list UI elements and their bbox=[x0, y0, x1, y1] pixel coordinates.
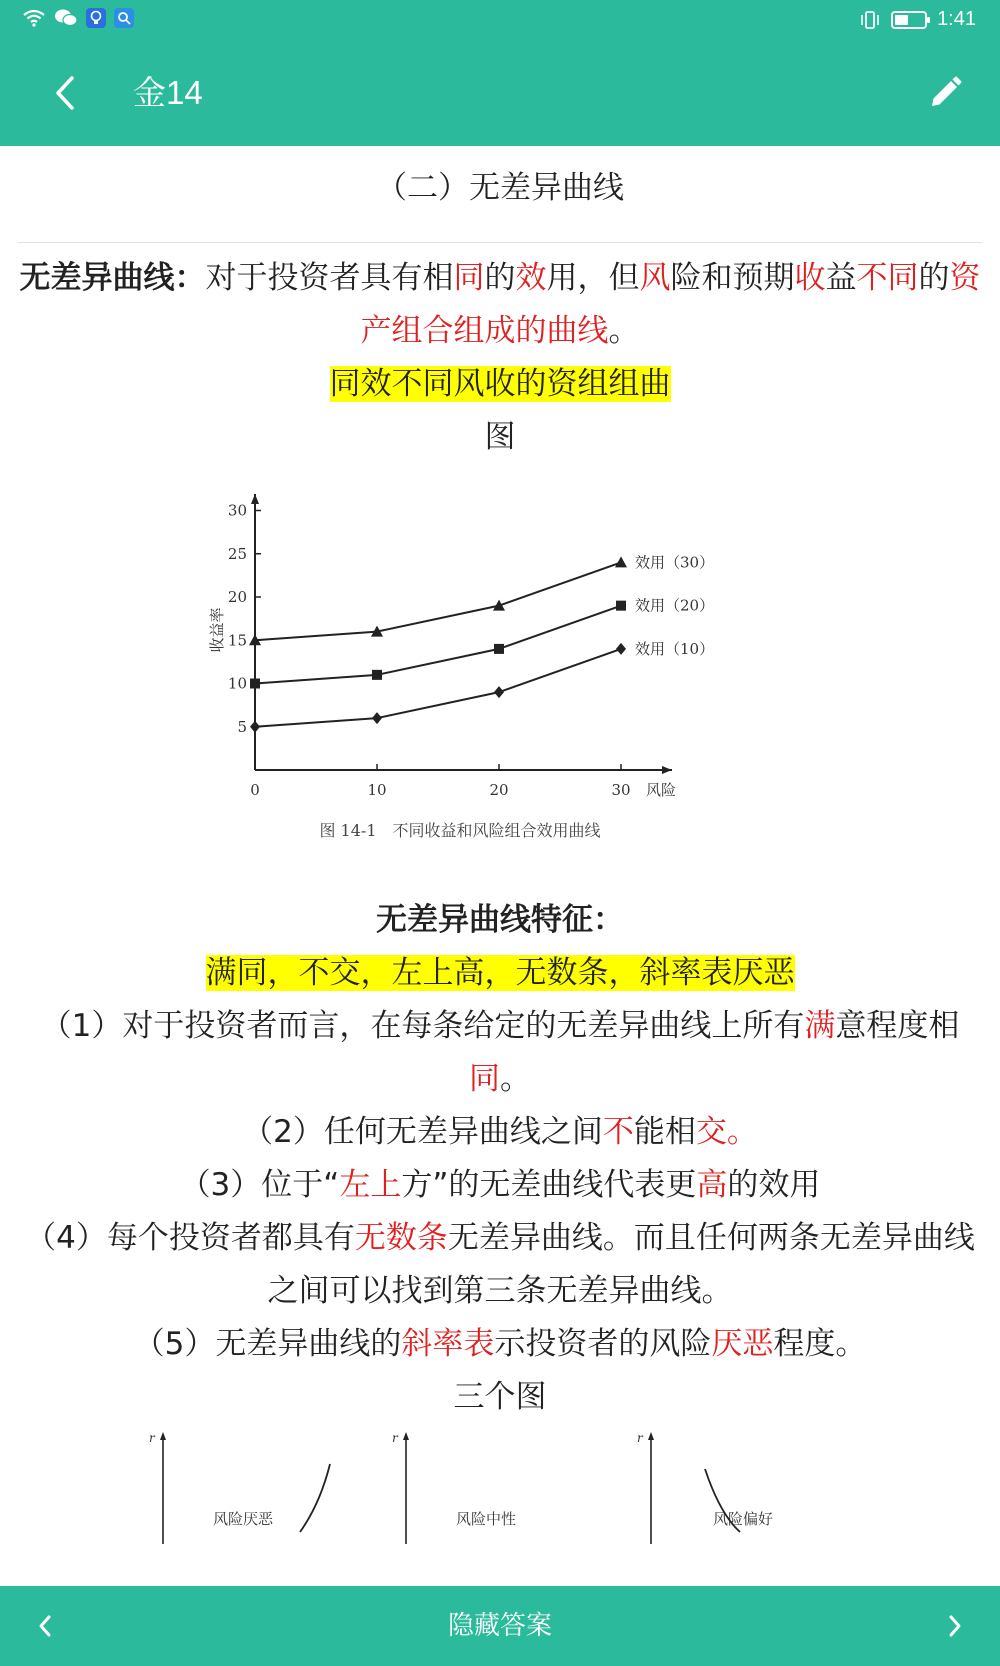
y-axis-label: 收益率 bbox=[208, 607, 226, 653]
risk-preference-svg bbox=[0, 1424, 1000, 1544]
text-segment: 对于投资者具有相 bbox=[205, 260, 454, 296]
highlighted-keyword: 收 bbox=[794, 260, 826, 296]
text-segment: （2）任何无差异曲线之间 bbox=[242, 1114, 603, 1150]
chevron-right-icon bbox=[945, 1612, 965, 1640]
feature-item bbox=[0, 1159, 1000, 1212]
highlighted-keyword: 不 bbox=[602, 1114, 634, 1150]
x-tick-label: 20 bbox=[489, 781, 509, 799]
text-segment: 无差异曲线。而且任何两条无差异曲线之间可以找到第三条无差异曲线。 bbox=[267, 1220, 975, 1309]
search-icon bbox=[114, 8, 134, 28]
y-tick-label: 30 bbox=[227, 501, 247, 520]
x-axis-label: 风险 bbox=[646, 781, 677, 799]
highlighted-keyword: 不同 bbox=[856, 260, 919, 296]
mnemonic-2-line bbox=[0, 947, 1000, 1000]
mini-axis-label: r bbox=[149, 1431, 155, 1445]
mini-chart-label: 风险偏好 bbox=[713, 1510, 774, 1528]
text-segment: 的效用 bbox=[727, 1167, 821, 1203]
text-segment: （1）对于投资者而言，在每条给定的无差异曲线上所有 bbox=[40, 1008, 805, 1044]
mini-axis-label: r bbox=[637, 1431, 643, 1445]
text-segment: （5）无差异曲线的 bbox=[133, 1326, 402, 1362]
series-label: 效用（30） bbox=[635, 553, 715, 572]
y-tick-label: 5 bbox=[237, 717, 247, 736]
text-segment: 。 bbox=[608, 313, 640, 349]
features-title: 无差异曲线特征： bbox=[376, 902, 624, 938]
text-segment: 的 bbox=[918, 260, 950, 296]
previous-button[interactable] bbox=[20, 1601, 70, 1651]
text-segment: （4）每个投资者都具有 bbox=[25, 1220, 355, 1256]
highlighted-keyword: 无数条 bbox=[354, 1220, 448, 1256]
mini-curve bbox=[300, 1464, 330, 1532]
data-point bbox=[616, 643, 626, 655]
text-segment: 。 bbox=[500, 1061, 531, 1097]
question-content bbox=[0, 146, 1000, 1586]
mnemonic-1-line bbox=[0, 358, 1000, 411]
series-line bbox=[255, 649, 621, 727]
y-tick-label: 15 bbox=[227, 631, 247, 650]
hide-answer-button[interactable]: 隐藏答案 bbox=[447, 1611, 552, 1641]
data-point bbox=[250, 679, 260, 689]
highlighted-keyword: 厌恶 bbox=[711, 1326, 774, 1362]
battery-level bbox=[895, 15, 908, 25]
data-point bbox=[616, 601, 626, 611]
text-segment: 方”的无差曲线代表更 bbox=[401, 1167, 697, 1203]
status-time: 1:41 bbox=[937, 8, 976, 30]
mini-chart-label: 风险厌恶 bbox=[213, 1510, 274, 1528]
data-point bbox=[372, 670, 382, 680]
highlighted-keyword: 左上 bbox=[339, 1167, 402, 1203]
x-axis-arrow bbox=[662, 766, 672, 774]
text-segment: 用，但 bbox=[546, 260, 640, 296]
feature-item bbox=[0, 1106, 1000, 1159]
chevron-left-icon bbox=[35, 1612, 55, 1640]
x-tick-label: 10 bbox=[367, 781, 387, 799]
data-point bbox=[615, 556, 627, 567]
y-axis-arrow bbox=[251, 494, 259, 504]
mini-y-axis-arrow bbox=[160, 1432, 166, 1440]
text-segment: 的 bbox=[484, 260, 516, 296]
feature-item bbox=[0, 1212, 1000, 1318]
status-bar bbox=[0, 0, 1000, 40]
mini-chart-label: 风险中性 bbox=[456, 1510, 517, 1528]
text-segment: 能相 bbox=[633, 1114, 696, 1150]
feature-item bbox=[0, 1000, 1000, 1106]
figure-label-1: 图 bbox=[484, 419, 516, 455]
text-segment: 程度。 bbox=[773, 1326, 867, 1362]
definition-text bbox=[206, 260, 981, 349]
highlighted-keyword: 斜率表 bbox=[401, 1326, 495, 1362]
mini-y-axis-arrow bbox=[648, 1432, 654, 1440]
highlighted-keyword: 同 bbox=[453, 260, 485, 296]
mini-y-axis-arrow bbox=[403, 1432, 409, 1440]
bottom-bar bbox=[0, 1586, 1000, 1666]
x-tick-label: 0 bbox=[250, 781, 260, 799]
highlighted-keyword: 同 bbox=[469, 1061, 500, 1097]
app-header bbox=[0, 40, 1000, 146]
battery-icon bbox=[891, 11, 927, 29]
status-icons-right bbox=[859, 8, 976, 31]
y-tick-label: 25 bbox=[227, 544, 247, 563]
series-line bbox=[255, 562, 621, 640]
chart-caption: 图 14-1 不同收益和风险组合效用曲线 bbox=[319, 821, 601, 840]
features-list bbox=[0, 1000, 1000, 1371]
definition-paragraph bbox=[0, 252, 1000, 358]
text-segment: （3）位于“ bbox=[179, 1167, 340, 1203]
mini-axis-label: r bbox=[392, 1431, 398, 1445]
section-divider bbox=[18, 242, 982, 243]
definition-term: 无差异曲线： bbox=[19, 260, 206, 296]
highlighted-keyword: 高 bbox=[696, 1167, 728, 1203]
next-button[interactable] bbox=[930, 1601, 980, 1651]
data-point bbox=[250, 721, 260, 733]
page-title: 金14 bbox=[133, 74, 203, 111]
series-line bbox=[255, 606, 621, 684]
status-icons-left bbox=[22, 8, 134, 28]
series-label: 效用（20） bbox=[635, 596, 715, 615]
y-tick-label: 20 bbox=[227, 588, 247, 606]
series-label: 效用（10） bbox=[635, 639, 715, 658]
figure-label-2: 三个图 bbox=[453, 1379, 547, 1415]
mnemonic-2: 满同，不交，左上高，无数条，斜率表厌恶 bbox=[205, 955, 795, 991]
utility-curve-chart bbox=[0, 464, 1000, 894]
data-point bbox=[494, 644, 504, 654]
lightbulb-icon bbox=[86, 8, 106, 28]
feature-item bbox=[0, 1318, 1000, 1371]
chevron-left-icon bbox=[50, 73, 80, 113]
text-segment: 示投资者的风险 bbox=[494, 1326, 712, 1362]
text-segment: 益 bbox=[825, 260, 857, 296]
y-tick-label: 10 bbox=[227, 674, 247, 693]
risk-preference-charts bbox=[0, 1424, 1000, 1544]
mnemonic-1: 同效不同风收的资组组曲 bbox=[329, 366, 671, 402]
vibrate-icon bbox=[859, 10, 881, 30]
data-point bbox=[494, 686, 504, 698]
highlighted-keyword: 资产组合组成的曲线 bbox=[360, 260, 981, 349]
back-button[interactable] bbox=[40, 68, 90, 118]
section-title: （二）无差异曲线 bbox=[376, 170, 624, 206]
wechat-icon bbox=[54, 8, 78, 28]
pencil-icon bbox=[927, 75, 963, 111]
text-segment: 险和预期 bbox=[670, 260, 795, 296]
highlighted-keyword: 风 bbox=[639, 260, 671, 296]
highlighted-keyword: 交。 bbox=[695, 1114, 758, 1150]
data-point bbox=[372, 712, 382, 724]
edit-button[interactable] bbox=[920, 68, 970, 118]
wifi-icon bbox=[22, 8, 46, 28]
highlighted-keyword: 效 bbox=[515, 260, 547, 296]
text-segment: 意程度相 bbox=[835, 1008, 960, 1044]
highlighted-keyword: 满 bbox=[804, 1008, 836, 1044]
x-tick-label: 30 bbox=[611, 781, 631, 799]
utility-curve-svg bbox=[0, 464, 1000, 894]
